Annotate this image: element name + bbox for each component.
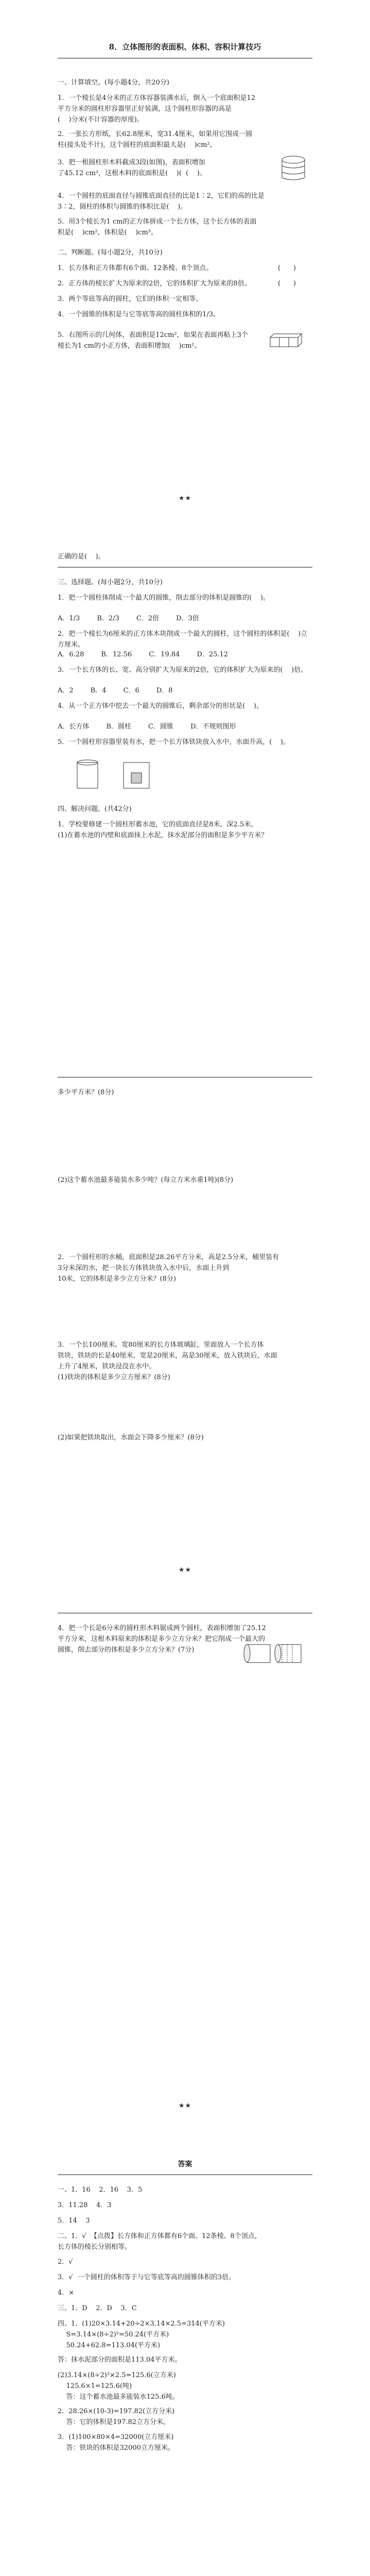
answer-line: 2．28.26×(10-3)=197.82(立方分米) 答：它的体积是197.82立方分米。 bbox=[58, 2408, 175, 2426]
page-footer-stars: ★★ bbox=[178, 1566, 192, 1574]
judge-5: 5．右图所示的几何体，表面积是12cm²，如果在表面再粘上3个棱长为1 cm的小正方体，表面积增加( )cm²。 bbox=[58, 331, 248, 350]
judge-1: 1．长方体和正方体都有6个面、12条棱、8个顶点。 bbox=[58, 264, 213, 272]
answer-line: 3．11.28 4．3 bbox=[58, 2201, 112, 2209]
page-1 bbox=[0, 0, 370, 515]
choice-5: 5．一个圆柱形容器里装有水，把一个长方体铁块放入水中，水面升高，( )。 bbox=[58, 738, 290, 746]
page-lead: 正确的是( )。 bbox=[58, 553, 105, 561]
answer-line: 一、1．16 2．16 3．5 bbox=[58, 2186, 143, 2194]
answer-paren: ( ) bbox=[278, 264, 296, 272]
judge-3: 3．两个等底等高的圆柱，它们的体积一定相等。 bbox=[58, 295, 203, 303]
answer-paren: ( ) bbox=[278, 280, 296, 287]
top-rule bbox=[58, 1077, 312, 1078]
choice-1-options: A．1/3 B．2/3 C．2倍 D．3倍 bbox=[58, 615, 199, 622]
answer-line: 4．× bbox=[58, 2289, 75, 2297]
question-4: 4．一个圆柱的底面直径与圆锥底面直径的比是1∶2，它们的高的比是 3∶2，圆柱的体积与圆锥的体积比是( )。 bbox=[58, 192, 265, 211]
question-2: 2．一张长方形纸，长62.8厘米，宽31.4厘米，如果用它围成一圆 柱(接头处不计)，这个圆柱的底面积最大是( )cm²。 bbox=[58, 130, 253, 149]
question-3: 3．把一根圆柱形木料截成3段(如图)，表面积增加 了45.12 cm²，这根木料的底面积是( )( ( )。 bbox=[58, 159, 206, 177]
log-sections-figure bbox=[278, 155, 309, 183]
page-2 bbox=[0, 536, 370, 1051]
answer-line: 2．√ bbox=[58, 2258, 73, 2266]
page-5 bbox=[0, 2143, 370, 2576]
top-rule bbox=[58, 567, 312, 568]
page-footer-stars: ★★ bbox=[178, 2102, 192, 2110]
section-heading: 一、计算填空。(每小题4分，共20分) bbox=[58, 79, 169, 87]
problem-3-part-2: (2)如果把铁块取出，水面会下降多少厘米？(8分) bbox=[58, 1434, 204, 1442]
problem-4: 4．把一个长是6分米的圆柱形木料锯成两个圆柱，表面积增加了25.12 平方分米，这根木料原来的体积是多少立方分米？把它削成一个最大的 圆锥，削去部分的体积是多少立方分米？(7分) bbox=[58, 1624, 266, 1654]
section-heading: 三、选择题。(每小题2分，共10分) bbox=[58, 579, 163, 586]
answer-line: (2)3.14×(8÷2)²×2.5=125.6(立方米) 125.6×1=125.6(吨) 答：这个蓄水池最多能装水125.6吨。 bbox=[58, 2371, 179, 2401]
answer-line: 二、1．√ 【点拨】长方体和正方体都有6个面、12条棱、8个顶点， 长方体的棱长分别相等。 bbox=[58, 2232, 261, 2251]
choice-3: 3．一个长方体的长、宽、高分别扩大为原来的2倍，它的体积扩大为原来的( )倍。 bbox=[58, 666, 308, 674]
choice-1: 1．把一个圆柱体削成一个最大的圆锥，削去部分的体积是圆锥的( )。 bbox=[58, 594, 270, 602]
answer-line: 3．√ 一个圆柱的体积等于与它等底等高的圆锥体积的3倍。 bbox=[58, 2274, 236, 2281]
title-rule bbox=[58, 2174, 312, 2175]
section-heading: 二、判断题。(每小题2分，共10分) bbox=[58, 249, 163, 257]
page-footer-stars: ★★ bbox=[178, 495, 192, 502]
answer-line: 3．(1)100×80×4=32000(立方厘米) 答：铁块的体积是32000立方厘米。 bbox=[58, 2433, 174, 2452]
answer-line: 四、1．(1)20×3.14+20÷2×3.14×2.5=314(平方米) S=3.14×(8÷2)²=50.24(平方米) 50.24+62.8=113.04(平方米) bbox=[58, 2320, 225, 2349]
choice-4: 4．从一个正方体中挖去一个最大的圆锥后，剩余部分的形状是( )。 bbox=[58, 702, 263, 710]
question-1: 1．一个棱长是4分米的正方体容器装满水后，倒入一个底面积是12 平方分米的圆柱形容器里正好装满，这个圆柱形容器的高是 ( )分米(不计容器的厚度)。 bbox=[58, 94, 256, 124]
problem-3: 3．一个长100厘米、宽80厘米的长方体玻璃缸，里面放入一个长方体 铁块，铁块的长是40厘米，宽是20厘米，高是30厘米，放入铁块后，水面 上升了4厘米，铁块浸没在水中。 (1)铁块的体积是多少立方厘米？(8分) bbox=[58, 1341, 277, 1381]
answer-line: 5．14 3 bbox=[58, 2217, 90, 2225]
page-3 bbox=[0, 1072, 370, 1587]
page-4 bbox=[0, 1607, 370, 2123]
problem-1: 1．学校要修建一个圆柱形蓄水池，它的底面直径是8米，深2.5米。 (1)在蓄水池的内壁和底面抹上水泥，抹水泥部分的面积是多少平方米？ bbox=[58, 821, 268, 839]
section-heading: 四、解决问题。(共42分) bbox=[58, 805, 132, 813]
answer-line: 答：抹水泥部分的面积是113.04平方米。 bbox=[58, 2356, 182, 2364]
choice-3-options: A．2 B．4 C．6 D．8 bbox=[58, 687, 173, 694]
wood-log-figure bbox=[242, 1638, 309, 1667]
cubes-figure bbox=[268, 330, 304, 350]
page-lead: 多少平方米？(8分) bbox=[58, 1089, 114, 1096]
title-rule bbox=[58, 58, 312, 59]
container-figures bbox=[72, 757, 175, 793]
judge-2: 2．正方体的棱长扩大为原来的2倍，它的体积扩大为原来的8倍。 bbox=[58, 280, 251, 287]
choice-4-options: A．长方体 B．圆柱 C．圆锥 D．不规则图形 bbox=[58, 723, 236, 731]
page-title: 8．立体图形的表面积、体积、容积计算技巧 bbox=[109, 42, 261, 52]
answers-title: 答案 bbox=[178, 2160, 192, 2168]
choice-2-options: A．6.28 B．12.56 C．19.84 D．25.12 bbox=[58, 651, 228, 658]
question-5: 5．用3个棱长为1 cm的正方体拼成一个长方体，这个长方体的表面 积是( )cm²，体积是( )cm³。 bbox=[58, 218, 257, 236]
answer-line: 三、1．D 2．D 3．C bbox=[58, 2304, 137, 2312]
choice-2: 2．把一个棱长为6厘米的正方体木块削成一个最大的圆柱，这个圆柱的体积是( )立方厘米。 bbox=[58, 630, 308, 649]
judge-4: 4．一个圆锥的体积是与它等底等高的圆柱体积的1/3。 bbox=[58, 311, 220, 318]
problem-1-part-2: (2)这个蓄水池最多能装水多少吨？(每立方米水重1吨)(8分) bbox=[58, 1176, 234, 1184]
top-rule bbox=[58, 1613, 312, 1614]
problem-2: 2．一个圆柱形的水桶，底面积是28.26平方分米，高是2.5分米，桶里装有 3分米深的水，把一块长方体铁块放入水中后，水面上升到 10米，它的体积是多少立方分米？(8分) bbox=[58, 1253, 279, 1283]
